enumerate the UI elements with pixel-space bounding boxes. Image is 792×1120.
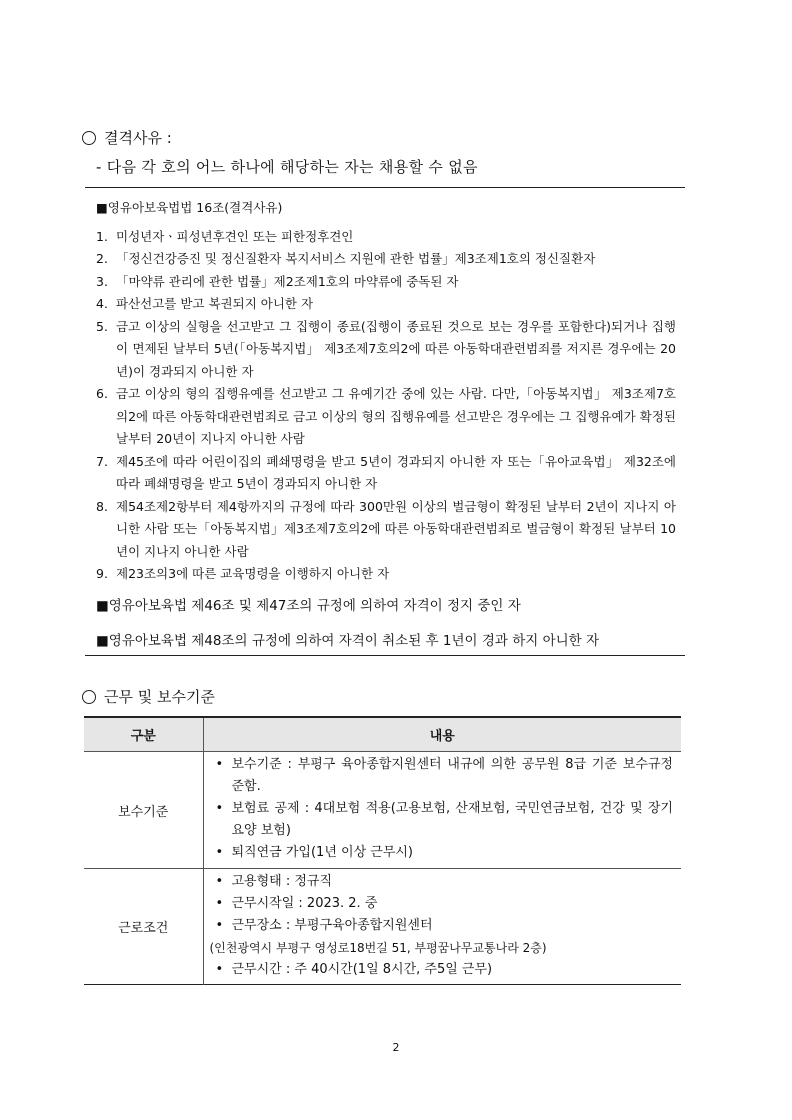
conditions-bullets-hours [210,959,674,981]
list-item: 2. 「정신건강증진 및 정신질환자 복지서비스 지원에 관한 법률」제3조제1호의 정신질환자 [96,251,596,266]
bullet-dot-icon: • [215,918,224,933]
disqualification-subtitle: - 다음 각 호의 어느 하나에 해당하는 자는 채용할 수 없음 [96,158,478,176]
disqualification-title-row [82,127,172,148]
pay-content-cell [203,752,681,869]
bullet-dot-icon: • [215,845,224,860]
conditions-bullets [210,871,674,937]
column-header-content: 내용 [203,717,681,752]
list-item: 3. 「마약류 관리에 관한 법률」제2조제1호의 마약류에 중독된 자 [96,273,459,289]
list-item: 4. 파산선고를 받고 복권되지 아니한 자 [96,296,314,311]
list-item: 1. 미성년자ㆍ피성년후견인 또는 피한정후견인 [96,228,354,244]
bullet-dot-icon: • [215,874,224,889]
column-header-category: 구분 [84,717,203,752]
circle-bullet-icon [82,690,96,704]
bullet-dot-icon: • [215,962,224,977]
list-item: 7. 제45조에 따라 어린이집의 폐쇄명령을 받고 5년이 경과되지 아니한 자 또는「유아교육법」 제32조에 따라 폐쇄명령을 받고 5년이 경과되지 아니한 자 [96,453,676,491]
work-title-row [82,686,215,707]
suspension-clause: ■영유아보육법 제46조 및 제47조의 규정에 의하여 자격이 정지 중인 자 [96,598,521,614]
bullet-dot-icon: • [215,896,224,911]
bullet-dot-icon: • [215,801,224,816]
list-item: • 보수기준 : 부평구 육아종합지원센터 내규에 의한 공무원 8급 기준 보수규정 준함. [210,754,674,798]
row-label-conditions: 근로조건 [84,869,203,985]
circle-bullet-icon [82,131,96,145]
box-bottom-rule [85,655,685,656]
list-item: 8. 제54조제2항부터 제4항까지의 규정에 따라 300만원 이상의 벌금형이 확정된 날부터 2년이 지나지 아니한 사람 또는「아동복지법」제3조제7호의2에 따른 아동학대관련범죄로 벌금형이 확정된 날부터 10년이 지나지 아니한 사람 [96,498,676,559]
list-item: • 고용형태 : 정규직 [210,871,674,893]
conditions-content-cell [203,869,681,985]
list-item: • 근무시간 : 주 40시간(1일 8시간, 주5일 근무) [210,959,674,981]
disqualification-title: 결격사유 : [104,129,172,147]
list-item: 9. 제23조의3에 따른 교육명령을 이행하지 아니한 자 [96,566,390,581]
page-number: 2 [392,1041,400,1054]
row-label-pay: 보수기준 [84,752,203,869]
pay-bullets [210,754,674,864]
list-item: • 퇴직연금 가입(1년 이상 근무시) [210,842,674,864]
table-row [84,869,681,985]
revocation-clause: ■영유아보육법 제48조의 규정에 의하여 자격이 취소된 후 1년이 경과 하지 아니한 자 [96,633,600,649]
list-item: 5. 금고 이상의 실형을 선고받고 그 집행이 종료(집행이 종료된 것으로 보는 경우를 포함한다)되거나 집행이 면제된 날부터 5년(「아동복지법」 제3조제7호의2에 따른 아동학대관련범죄를 저지른 경우에는 20년)이 경과되지 아니한 자 [96,318,676,379]
list-item: • 근무장소 : 부평구육아종합지원센터 [210,915,674,937]
list-item: • 보험료 공제 : 4대보험 적용(고용보험, 산재보험, 국민연금보험, 건강 및 장기요양 보험) [210,798,674,842]
work-address-note: (인천광역시 부평구 영성로18번길 51, 부평꿈나무교통나라 2층) [209,941,547,955]
disqualification-list [96,226,676,586]
list-item: 6. 금고 이상의 형의 집행유예를 선고받고 그 유예기간 중에 있는 사람. 다만,「아동복지법」 제3조제7호의2에 따른 아동학대관련범죄로 금고 이상의 형의 집행유예를 선고받은 경우에는 그 집행유예가 확정된 날부터 20년이 지나지 아니한 사람 [96,386,676,446]
bullet-dot-icon: • [215,757,224,772]
law-heading: ■영유아보육법법 16조(결격사유) [96,200,283,215]
work-conditions-table [84,716,681,985]
work-title: 근무 및 보수기준 [104,688,215,706]
table-row [84,752,681,869]
disqualification-box [96,197,676,586]
box-top-rule [85,187,685,188]
table-header-row [84,717,681,752]
list-item: • 근무시작일 : 2023. 2. 중 [210,893,674,915]
